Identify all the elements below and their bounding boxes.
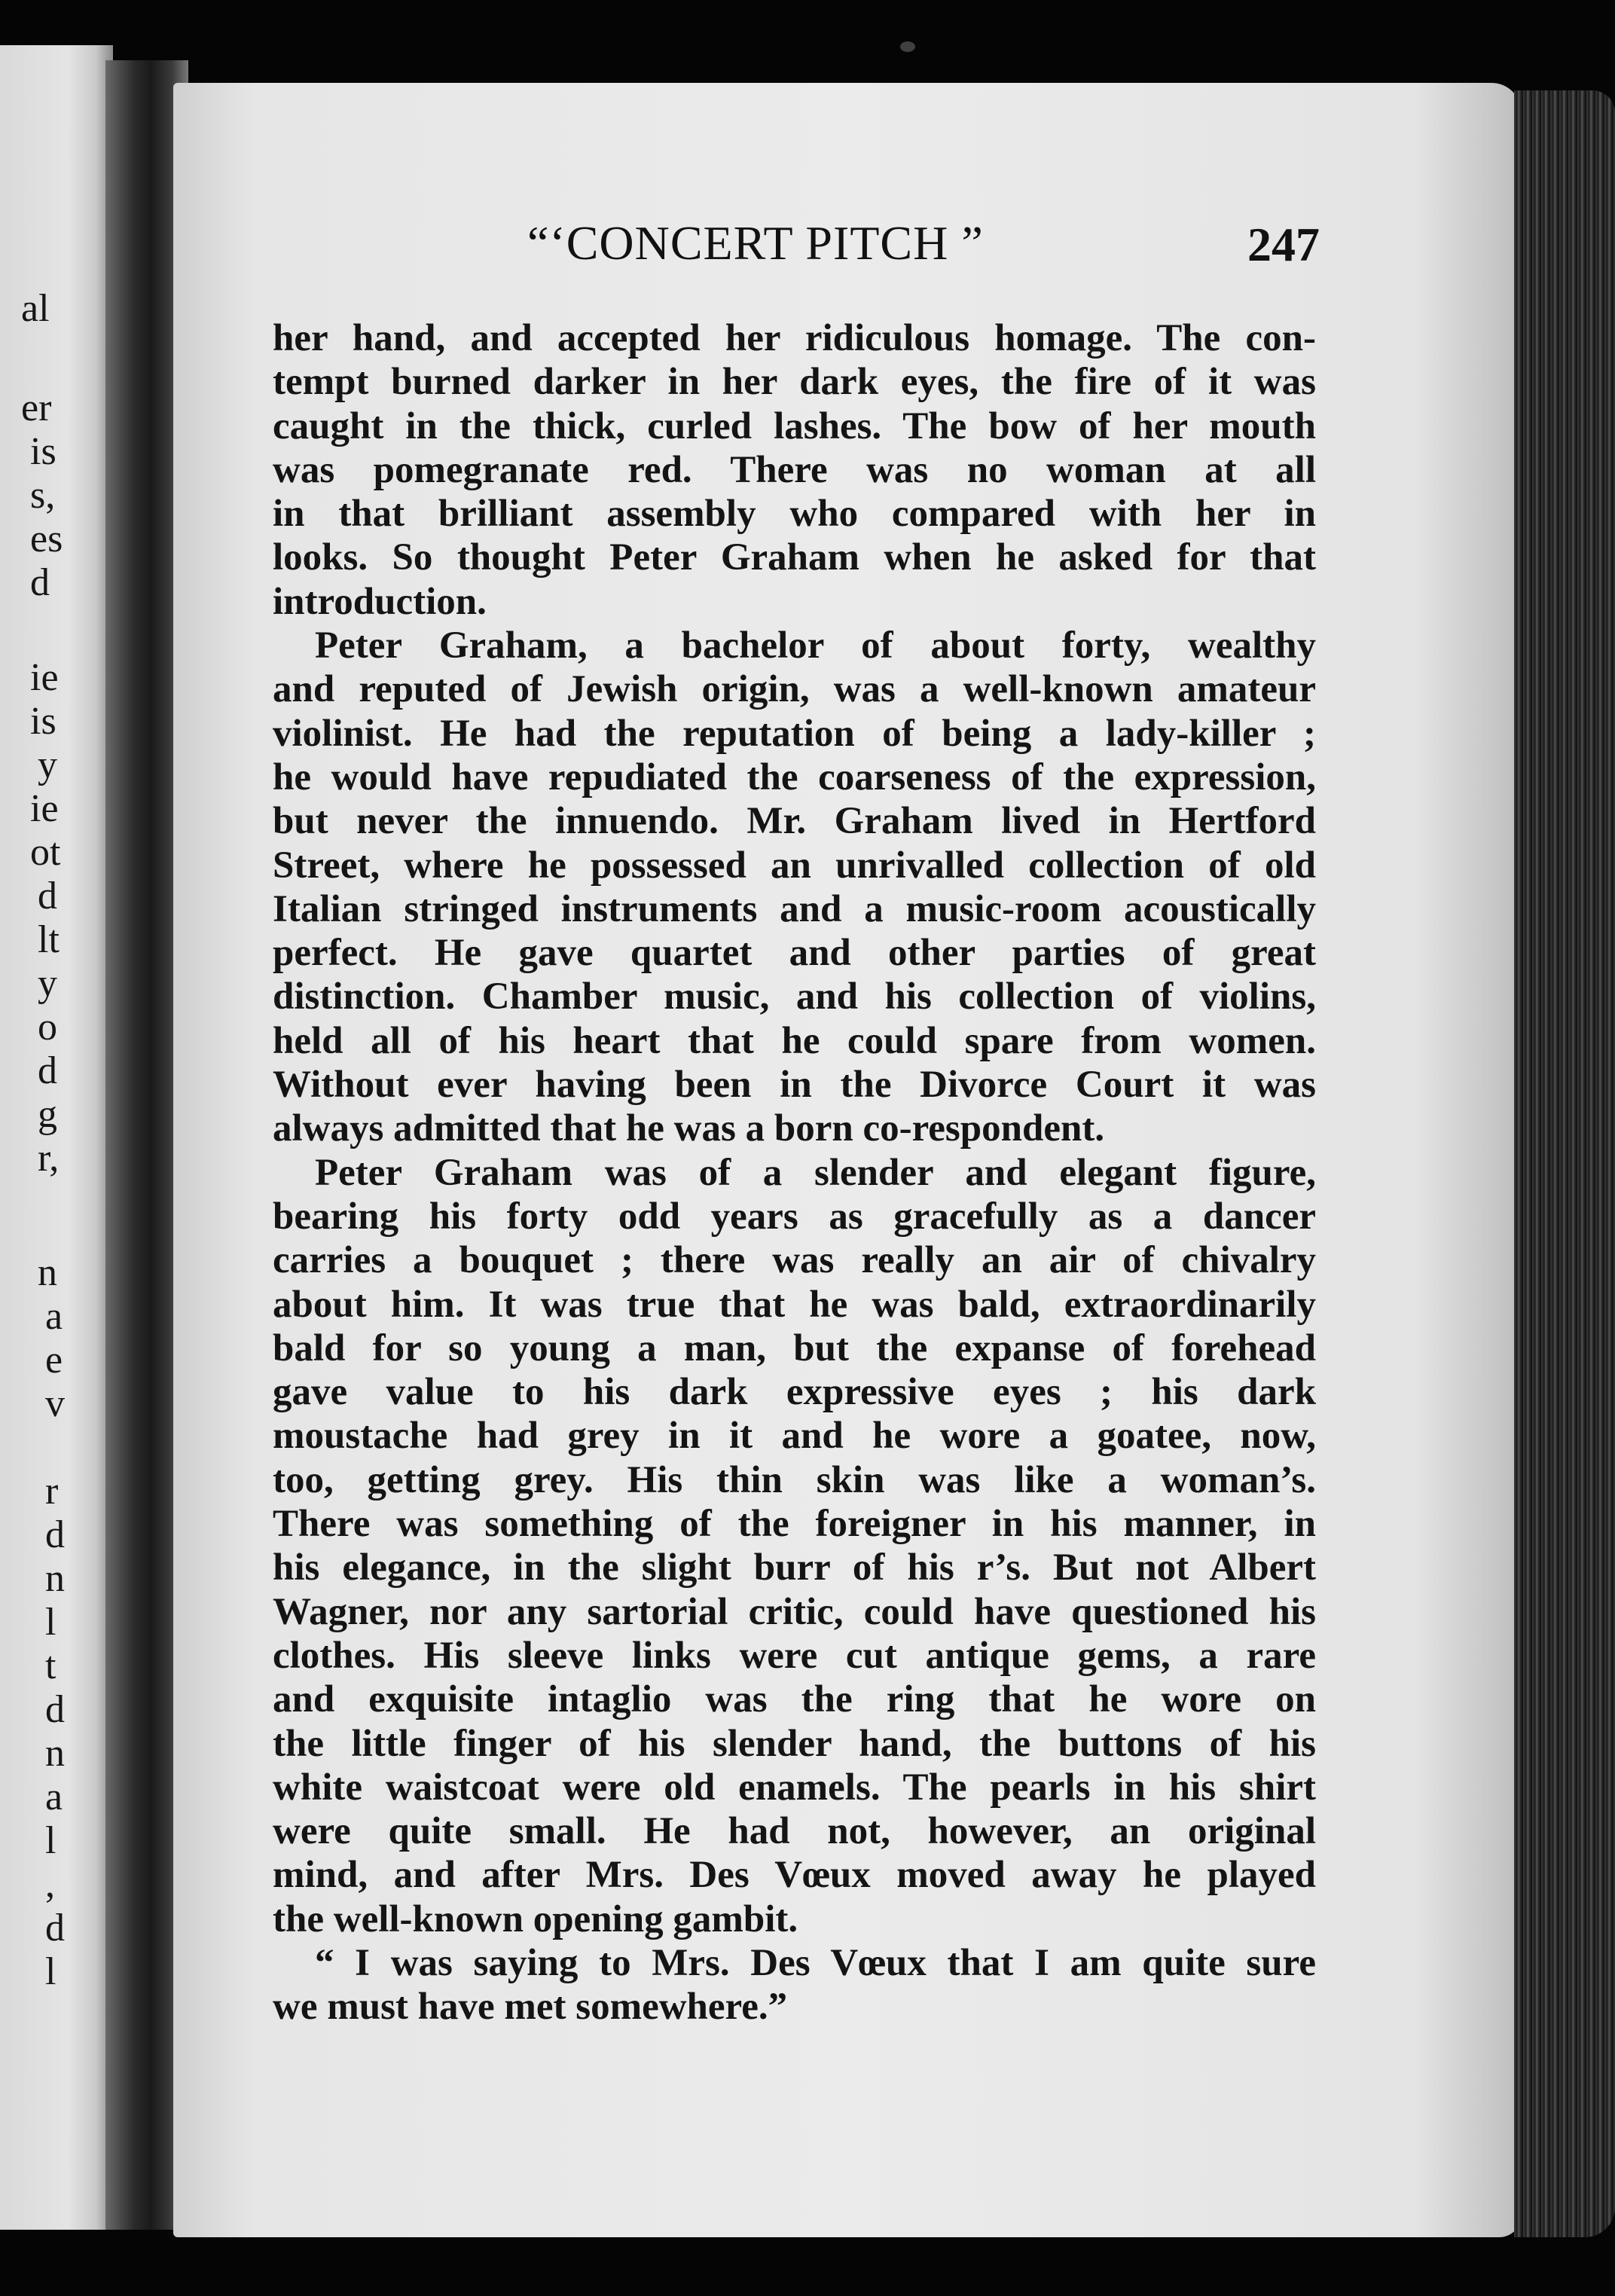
left-page-fragment: r <box>45 1470 59 1513</box>
text-line: gave value to his dark expressive eyes ; his dark <box>273 1371 1316 1414</box>
left-page-fragment: n <box>38 1251 57 1294</box>
text-line: introduction. <box>273 580 487 623</box>
page-edge-stack <box>1514 90 1615 2237</box>
text-line: were quite small. He had not, however, an original <box>273 1810 1316 1853</box>
left-page-fragment: ot <box>30 831 61 874</box>
left-page-fragment: d <box>30 561 50 604</box>
left-page-fragment: g <box>38 1093 57 1136</box>
text-line: violinist. He had the reputation of being a lady-killer ; <box>273 712 1316 755</box>
ink-smudge <box>900 41 915 52</box>
text-line: the little finger of his slender hand, the buttons of his <box>273 1722 1316 1765</box>
left-page-fragment: es <box>30 518 63 560</box>
left-page-fragment: a <box>45 1295 63 1338</box>
running-title: “‘CONCERT PITCH ” <box>527 216 984 270</box>
left-page-fragment: d <box>45 1688 65 1731</box>
left-page-fragment: d <box>45 1513 65 1556</box>
text-line: Wagner, nor any sartorial critic, could have questioned his <box>273 1590 1316 1633</box>
text-line: moustache had grey in it and he wore a goatee, now, <box>273 1415 1316 1458</box>
left-page-fragment: is <box>30 700 56 743</box>
left-page-fragment: y <box>38 962 57 1005</box>
left-page-fragment: , <box>45 1863 55 1906</box>
page-number: 247 <box>1247 218 1320 271</box>
left-page-fragment: s, <box>30 474 56 517</box>
text-line: Peter Graham, a bachelor of about forty, wealthy <box>315 624 1316 667</box>
text-line: white waistcoat were old enamels. The pearls in his shirt <box>273 1766 1316 1809</box>
text-line: her hand, and accepted her ridiculous homage. The con- <box>273 317 1316 359</box>
left-page-fragment: t <box>45 1644 56 1687</box>
text-line: bald for so young a man, but the expanse of forehead <box>273 1327 1316 1369</box>
text-line: and reputed of Jewish origin, was a well-known amateur <box>273 668 1316 711</box>
left-page-fragment: d <box>38 1049 57 1092</box>
text-line: Without ever having been in the Divorce Court it was <box>273 1064 1316 1107</box>
text-line: his elegance, in the slight burr of his r’s. But not Albert <box>273 1546 1316 1589</box>
left-page-fragment: al <box>21 287 50 330</box>
text-line: we must have met somewhere.” <box>273 1986 788 2029</box>
text-line: and exquisite intaglio was the ring that he wore on <box>273 1678 1316 1721</box>
text-line: carries a bouquet ; there was really an air of chivalry <box>273 1239 1316 1282</box>
left-page-fragment: a <box>45 1775 63 1818</box>
left-page-fragment: v <box>45 1382 65 1425</box>
text-line: There was something of the foreigner in his manner, in <box>273 1503 1316 1546</box>
text-line: tempt burned darker in her dark eyes, the fire of it was <box>273 361 1316 404</box>
text-line: held all of his heart that he could spare from women. <box>273 1019 1316 1062</box>
text-line: but never the innuendo. Mr. Graham lived in Hertford <box>273 800 1316 843</box>
text-line: the well-known opening gambit. <box>273 1898 798 1940</box>
text-line: in that brilliant assembly who compared with her in <box>273 493 1316 536</box>
text-line: always admitted that he was a born co-respondent. <box>273 1107 1105 1150</box>
body-text <box>273 316 1316 2029</box>
text-line: looks. So thought Peter Graham when he asked for that <box>273 536 1316 579</box>
left-page-fragment: ie <box>30 656 59 699</box>
left-page-fragment: d <box>38 875 57 917</box>
left-page-fragment: er <box>21 386 52 429</box>
left-page-fragment: n <box>45 1557 65 1600</box>
text-line: was pomegranate red. There was no woman at all <box>273 448 1316 491</box>
left-page-fragment: ie <box>30 787 59 830</box>
left-page-fragment: l <box>45 1601 56 1644</box>
left-page-fragment: r, <box>38 1137 60 1180</box>
left-page-fragment: l <box>45 1950 56 1993</box>
text-line: bearing his forty odd years as gracefully as a dancer <box>273 1195 1316 1238</box>
left-page-fragment: o <box>38 1006 57 1049</box>
text-line: distinction. Chamber music, and his collection of violins, <box>273 975 1316 1018</box>
text-line: Italian stringed instruments and a music-room acoustically <box>273 887 1316 930</box>
left-facing-page <box>0 45 113 2230</box>
text-line: caught in the thick, curled lashes. The bow of her mouth <box>273 405 1316 447</box>
text-line: mind, and after Mrs. Des Vœux moved away he played <box>273 1854 1316 1897</box>
text-line: too, getting grey. His thin skin was like a woman’s. <box>273 1458 1316 1501</box>
text-line: clothes. His sleeve links were cut antique gems, a rare <box>273 1634 1316 1677</box>
text-line: Peter Graham was of a slender and elegant figure, <box>315 1151 1316 1194</box>
text-line: “ I was saying to Mrs. Des Vœux that I am quite sure <box>315 1941 1316 1984</box>
page-header <box>271 215 1326 283</box>
text-line: perfect. He gave quartet and other parties of great <box>273 932 1316 975</box>
text-line: Street, where he possessed an unrivalled collection of old <box>273 844 1316 887</box>
text-line: he would have repudiated the coarseness of the expression, <box>273 756 1316 798</box>
left-page-fragment: is <box>30 430 56 473</box>
left-page-fragment: y <box>38 743 57 786</box>
text-line: about him. It was true that he was bald, extraordinarily <box>273 1283 1316 1326</box>
left-page-fragment: e <box>45 1339 63 1382</box>
left-page-fragment: l <box>45 1819 56 1862</box>
left-page-fragment: n <box>45 1732 65 1775</box>
left-page-fragment: d <box>45 1907 65 1949</box>
left-page-fragment: lt <box>38 918 60 961</box>
